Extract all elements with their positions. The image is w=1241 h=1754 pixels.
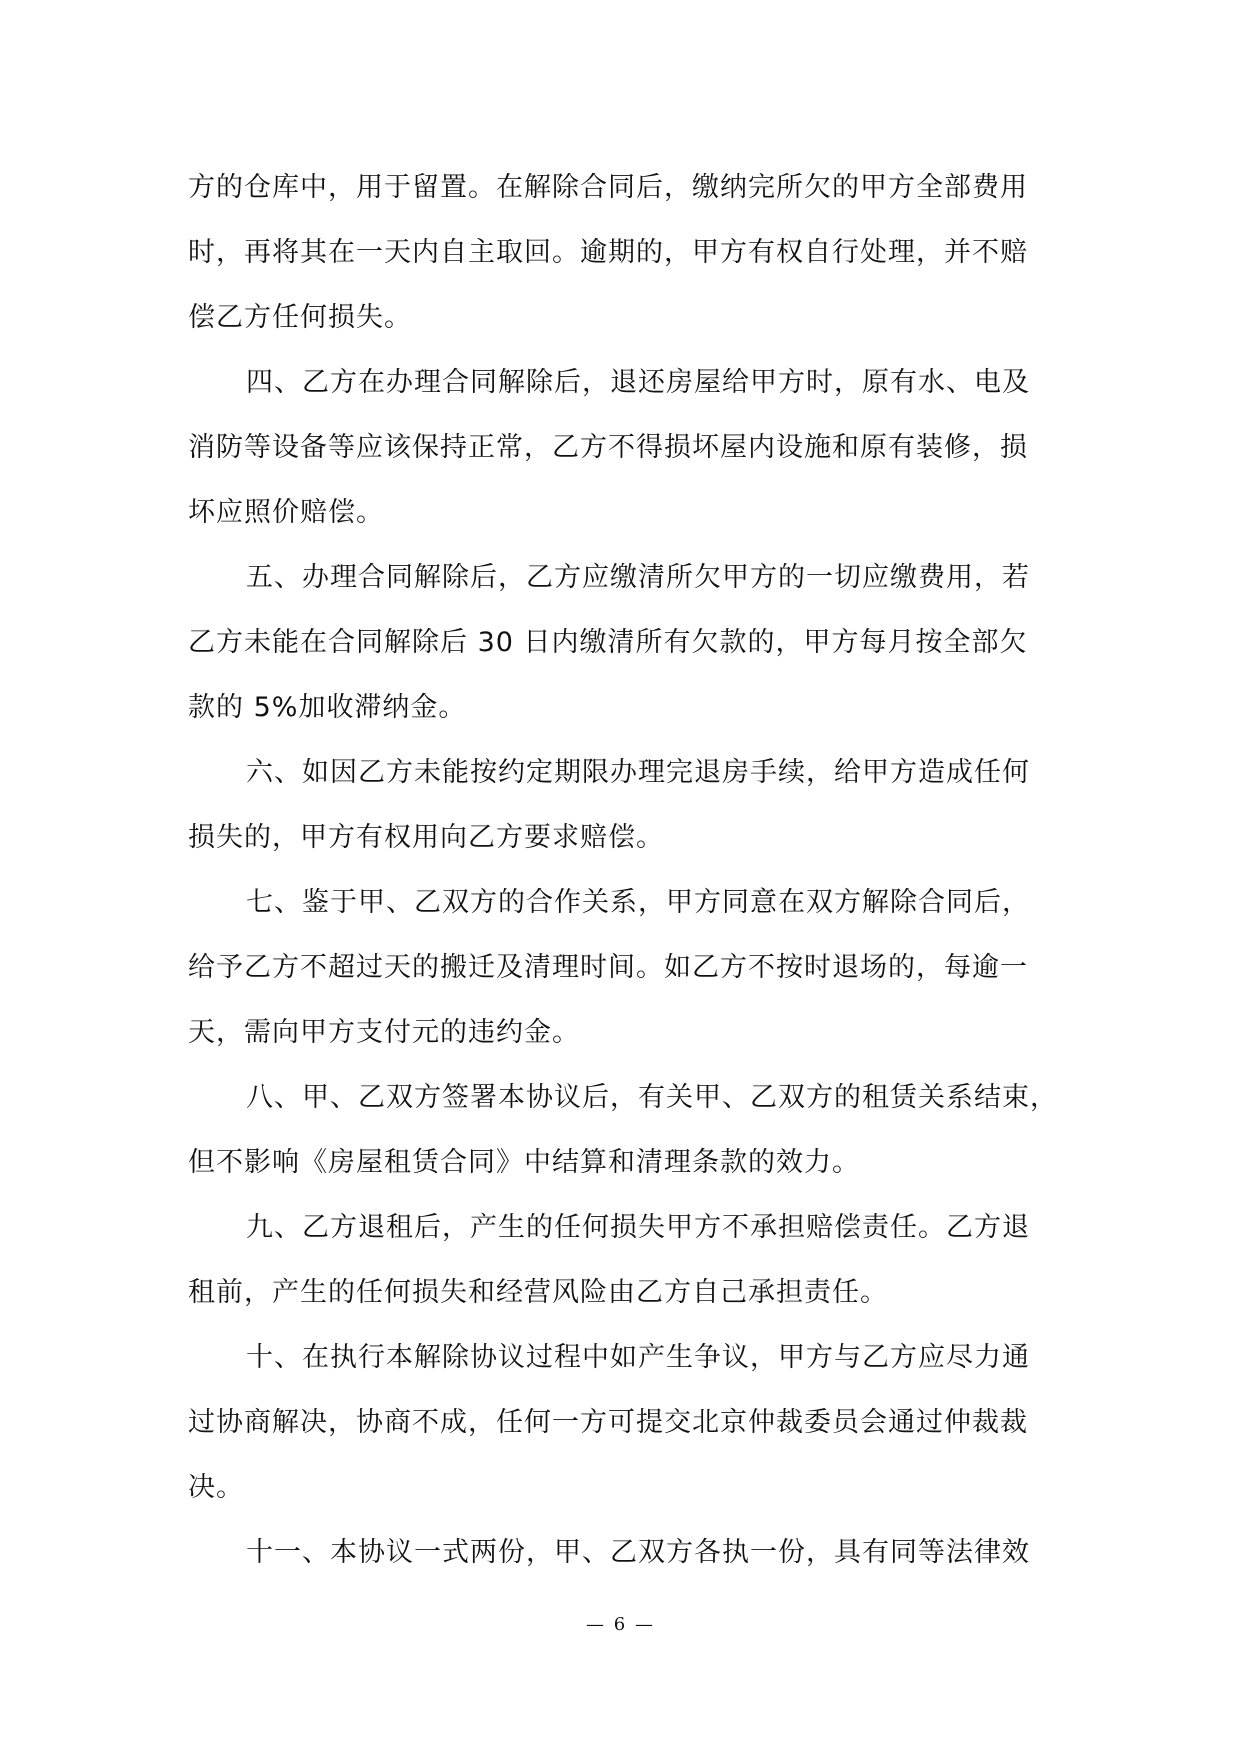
page-number: — 6 — xyxy=(586,1614,655,1635)
text-line: 天，需向甲方支付元的违约金。 xyxy=(188,1017,580,1048)
clause-7-paragraph xyxy=(188,870,1056,1065)
clause-11-paragraph xyxy=(188,1520,1056,1585)
text-line: 给予乙方不超过天的搬迁及清理时间。如乙方不按时退场的，每逾一 xyxy=(188,952,1028,983)
text-line: 乙方未能在合同解除后 30 日内缴清所有欠款的，甲方每月按全部欠 xyxy=(188,627,1028,658)
text-line: 过协商解决，协商不成，任何一方可提交北京仲裁委员会通过仲裁裁 xyxy=(188,1407,1028,1438)
text-line: 十、在执行本解除协议过程中如产生争议，甲方与乙方应尽力通 xyxy=(246,1342,1030,1373)
text-line: 坏应照价赔偿。 xyxy=(188,497,384,528)
text-line: 款的 5%加收滞纳金。 xyxy=(188,692,467,723)
text-line: 损失的，甲方有权用向乙方要求赔偿。 xyxy=(188,822,664,853)
text-line: 方的仓库中，用于留置。在解除合同后，缴纳完所欠的甲方全部费用 xyxy=(188,172,1028,203)
text-line: 消防等设备等应该保持正常，乙方不得损坏屋内设施和原有装修，损 xyxy=(188,432,1028,463)
text-line: 但不影响《房屋租赁合同》中结算和清理条款的效力。 xyxy=(188,1147,860,1178)
text-line: 五、办理合同解除后，乙方应缴清所欠甲方的一切应缴费用，若 xyxy=(246,562,1030,593)
text-line: 四、乙方在办理合同解除后，退还房屋给甲方时，原有水、电及 xyxy=(246,367,1030,398)
clause-4-paragraph xyxy=(188,350,1056,545)
text-line: 偿乙方任何损失。 xyxy=(188,302,412,333)
clause-6-paragraph xyxy=(188,740,1056,870)
text-line: 租前，产生的任何损失和经营风险由乙方自己承担责任。 xyxy=(188,1277,888,1308)
clause-5-paragraph xyxy=(188,545,1056,740)
text-line: 九、乙方退租后，产生的任何损失甲方不承担赔偿责任。乙方退 xyxy=(246,1212,1030,1243)
text-line: 时，再将其在一天内自主取回。逾期的，甲方有权自行处理，并不赔 xyxy=(188,237,1028,268)
text-line: 八、甲、乙双方签署本协议后，有关甲、乙双方的租赁关系结束， xyxy=(246,1082,1058,1113)
clause-3-continued-paragraph xyxy=(188,155,1056,350)
text-line: 决。 xyxy=(188,1472,244,1503)
document-body xyxy=(188,155,1056,1585)
text-line: 十一、本协议一式两份，甲、乙双方各执一份，具有同等法律效 xyxy=(246,1537,1030,1568)
clause-10-paragraph xyxy=(188,1325,1056,1520)
text-line: 七、鉴于甲、乙双方的合作关系，甲方同意在双方解除合同后， xyxy=(246,887,1030,918)
clause-9-paragraph xyxy=(188,1195,1056,1325)
clause-8-paragraph xyxy=(188,1065,1056,1195)
text-line: 六、如因乙方未能按约定期限办理完退房手续，给甲方造成任何 xyxy=(246,757,1030,788)
